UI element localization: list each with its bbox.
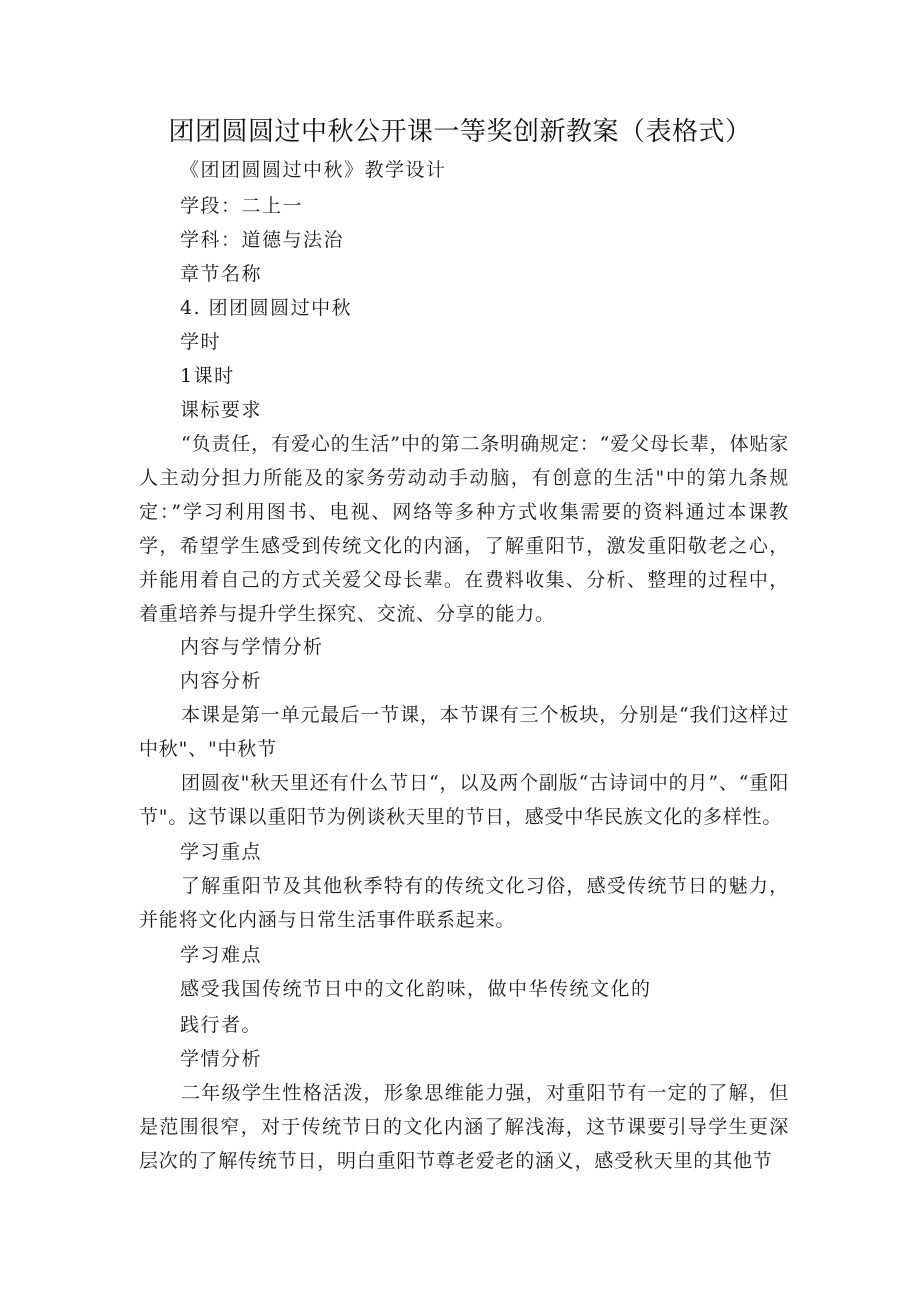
content-label: 内容分析 bbox=[180, 670, 263, 692]
grade-line: 学段：二上一 bbox=[180, 195, 304, 217]
chapter-label: 章节名称 bbox=[180, 263, 263, 285]
subject-line: 学科：道德与法治 bbox=[180, 229, 345, 251]
content-paragraph-1: 本课是第一单元最后一节课，本节课有三个板块，分别是“我们这样过中秋"、"中秋节 bbox=[139, 704, 789, 760]
key-points-paragraph: 了解重阳节及其他秋季特有的传统文化习俗，感受传统节日的魅力，并能将文化内涵与日常生活事件联系起来。 bbox=[139, 875, 789, 931]
difficulty-text-2: 践行者。 bbox=[180, 1014, 263, 1036]
students-label: 学情分析 bbox=[180, 1048, 263, 1070]
content-paragraph-2: 团圆夜"秋天里还有什么节日“，以及两个副版“古诗词中的月”、“重阳节"。这节课以重阳节为例谈秋天里的节日，感受中华民族文化的多样性。 bbox=[139, 772, 789, 828]
key-points-label: 学习重点 bbox=[180, 841, 263, 863]
students-paragraph: 二年级学生性格活泼，形象思维能力强，对重阳节有一定的了解，但是范围很窄，对于传统节日的文化内涵了解浅海，这节课要引导学生更深层次的了解传统节日，明白重阳节尊老爱老的涵义，感受秋天里的其他节 bbox=[139, 1082, 789, 1172]
standards-label: 课标要求 bbox=[180, 399, 263, 421]
difficulty-text-1: 感受我国传统节日中的文化韵味，做中华传统文化的 bbox=[180, 978, 652, 1000]
chapter-value: 4. 团团圆圆过中秋 bbox=[180, 297, 353, 319]
standards-paragraph: “负责任，有爱心的生活”中的第二条明确规定：“爱父母长辈，体贴家人主动分担力所能及的家务劳动动手动脑，有创意的生活"中的第九条规定：”学习利用图书、电视、网络等多种方式收集需要的资料通过本课教学，希望学生感受到传统文化的内涵，了解重阳节，激发重阳敬老之心，并能用着自己的方式关爱父母长辈。在费料收集、分析、整理的过程中，着重培养与提升学生探究、交流、分享的能力。 bbox=[139, 433, 789, 625]
hours-value: 1课时 bbox=[180, 365, 235, 387]
content-analysis-heading: 内容与学情分析 bbox=[180, 636, 324, 658]
hours-label: 学时 bbox=[180, 331, 222, 353]
difficulty-label: 学习难点 bbox=[180, 944, 263, 966]
document-title: 团团圆圆过中秋公开课一等奖创新教案（表格式） bbox=[168, 117, 752, 147]
document-subtitle: 《团团圆圆过中秋》教学设计 bbox=[180, 159, 447, 181]
